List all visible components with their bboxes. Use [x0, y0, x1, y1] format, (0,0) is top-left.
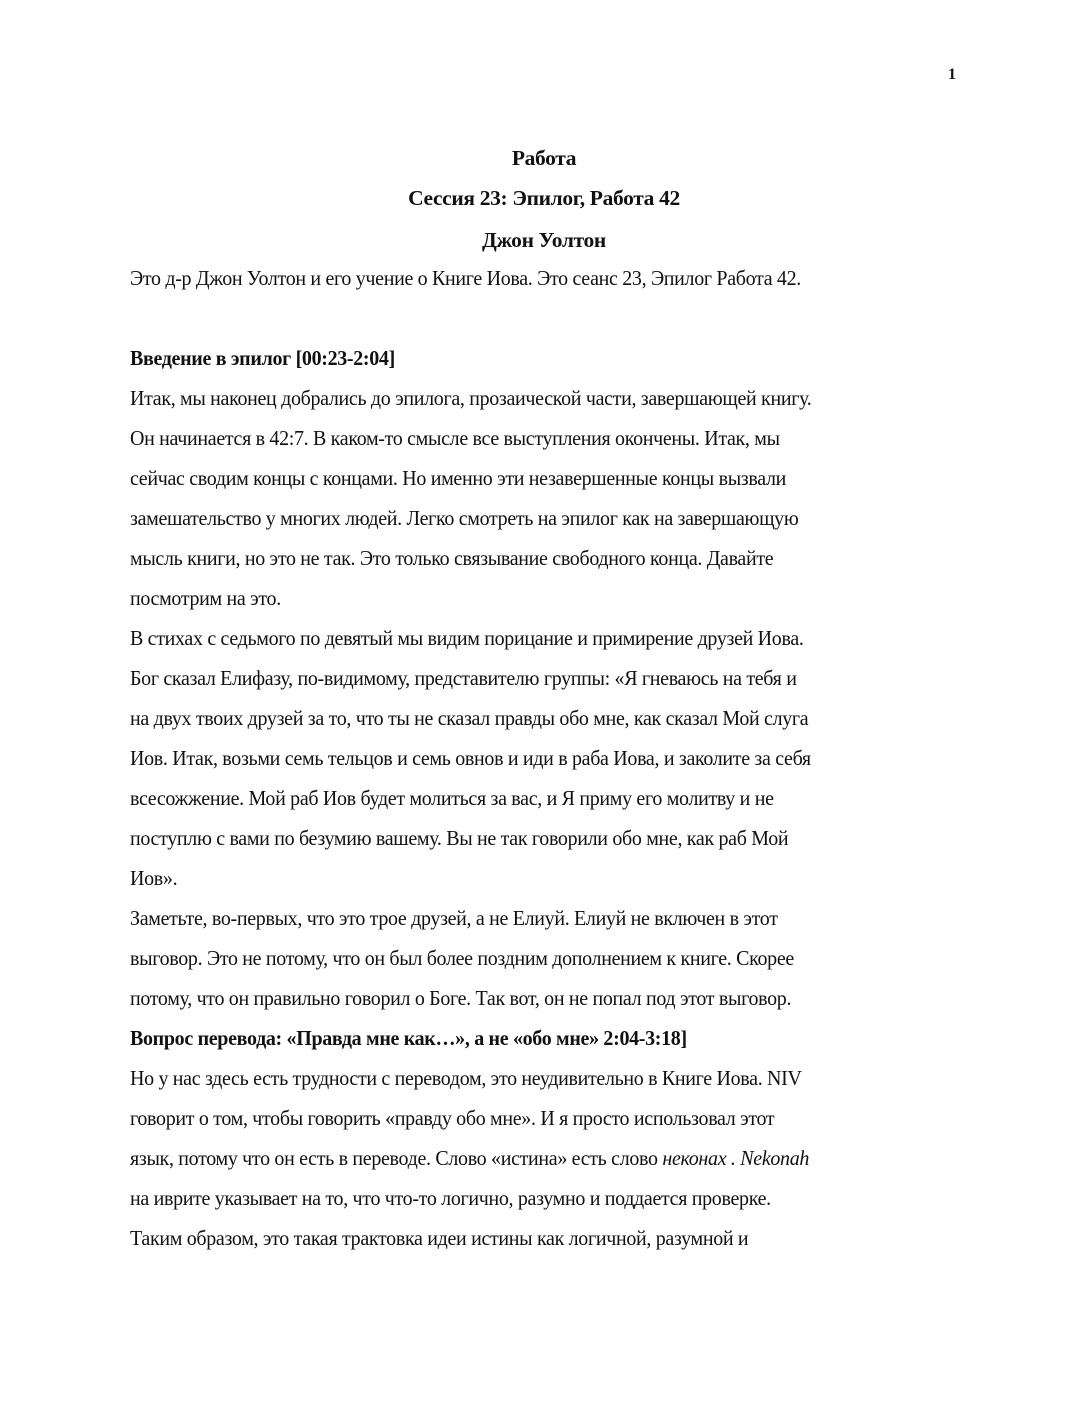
text-line: сейчас сводим концы с концами. Но именно эти незавершенные концы вызвали	[130, 466, 786, 490]
text-line: посмотрим на это.	[130, 586, 281, 610]
document-title: Работа	[511, 146, 577, 170]
text-line: выговор. Это не потому, что он был более поздним дополнением к книге. Скорее	[130, 946, 794, 970]
section-heading: Введение в эпилог [00:23-2:04]	[130, 346, 395, 370]
text-line: Он начинается в 42:7. В каком-то смысле все выступления окончены. Итак, мы	[130, 426, 780, 450]
italic-term: неконах . Nekonah	[662, 1146, 810, 1170]
text-line: на иврите указывает на то, что что-то логично, разумно и поддается проверке.	[130, 1186, 771, 1210]
section-heading: Вопрос перевода: «Правда мне как…», а не «обо мне» 2:04-3:18]	[130, 1026, 687, 1050]
text-line: Но у нас здесь есть трудности с переводом, это неудивительно в Книге Иова. NIV	[130, 1066, 802, 1090]
text-line: потому, что он правильно говорил о Боге. Так вот, он не попал под этот выговор.	[130, 986, 792, 1010]
text-line: мысль книги, но это не так. Это только связывание свободного конца. Давайте	[130, 546, 774, 570]
page-number: 1	[948, 66, 956, 83]
text-line: всесожжение. Мой раб Иов будет молиться за вас, и Я приму его молитву и не	[130, 786, 774, 810]
text-line: Итак, мы наконец добрались до эпилога, прозаической части, завершающей книгу.	[130, 386, 812, 410]
text-segment: язык, потому что он есть в переводе. Слово «истина» есть слово	[130, 1146, 663, 1170]
text-line	[130, 1144, 809, 1172]
text-line: говорит о том, чтобы говорить «правду обо мне». И я просто использовал этот	[130, 1106, 775, 1130]
text-line: поступлю с вами по безумию вашему. Вы не так говорили обо мне, как раб Мой	[130, 826, 789, 850]
intro-paragraph: Это д-р Джон Уолтон и его учение о Книге Иова. Это сеанс 23, Эпилог Работа 42.	[130, 266, 801, 290]
text-line: Иов».	[130, 866, 178, 890]
text-line: Таким образом, это такая трактовка идеи истины как логичной, разумной и	[130, 1226, 749, 1250]
text-line: замешательство у многих людей. Легко смотреть на эпилог как на завершающую	[130, 506, 799, 530]
text-line: В стихах с седьмого по девятый мы видим порицание и примирение друзей Иова.	[130, 626, 804, 650]
text-line: на двух твоих друзей за то, что ты не сказал правды обо мне, как сказал Мой слуга	[130, 706, 809, 730]
text-line: Бог сказал Елифазу, по-видимому, представителю группы: «Я гневаюсь на тебя и	[130, 666, 797, 690]
text-line: Иов. Итак, возьми семь тельцов и семь овнов и иди в раба Иова, и заколите за себя	[130, 746, 811, 770]
document-subtitle: Сессия 23: Эпилог, Работа 42	[408, 186, 680, 210]
document-author: Джон Уолтон	[482, 228, 606, 252]
text-line: Заметьте, во-первых, что это трое друзей, а не Елиуй. Елиуй не включен в этот	[130, 906, 778, 930]
